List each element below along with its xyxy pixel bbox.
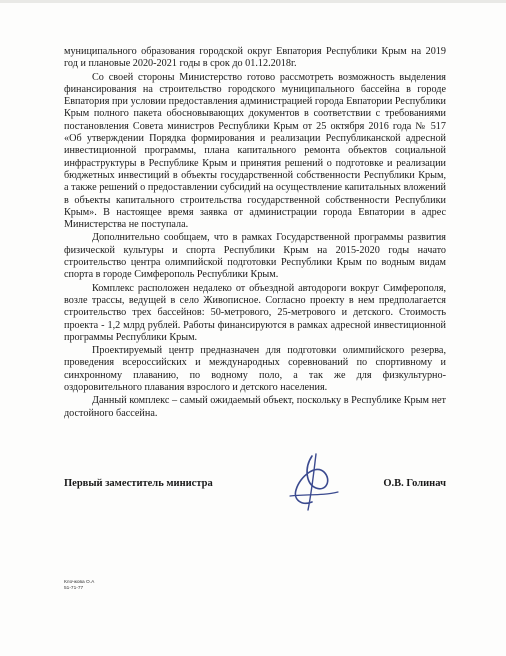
paragraph-program: Дополнительно сообщаем, что в рамках Государственной программы развития физической культуры и спорта Республики Крым на 2015-2020 годы начато строительство центра олимпийской подготовки Республики Крым по водным видам спорта в городе Симферополь Республики Крым. <box>64 232 446 281</box>
executor-note <box>64 580 94 592</box>
signature-block <box>64 478 446 489</box>
executor-name: Клочкова О.А <box>64 580 95 585</box>
paragraph-center-purpose: Проектируемый центр предназначен для подготовки олимпийского резерва, проведения всероссийских и международных соревнований по спортивному и синхронному плаванию, по водному поло, а так же для физкультурно-оздоровительного плавания взрослого и детского населения. <box>64 345 446 394</box>
signatory-name: О.В. Голинач <box>383 478 446 489</box>
paragraph-continuation: муниципального образования городской округ Евпатория Республики Крым на 2019 год и плановые 2020-2021 годы в срок до 01.12.2018г. <box>64 46 446 70</box>
paragraph-financing: Со своей стороны Министерство готово рассмотреть возможность выделения финансирования на строительство городского муниципального бассейна в городе Евпатория при условии предоставления администрацией города Евпатории Республики Крым полного пакета обосновывающих документов в соответствии с требованиями постановления Совета министров Республики Крым от 25 октября 2016 года № 517 «Об утверждении Порядка формирования и реализации Республиканской адресной инвестиционной программы, плана капитального ремонта объектов социальной инфраструктуры в Республике Крым и принятия решений о подготовке и реализации бюджетных инвестиций в объекты государственной собственности Республики Крым, а также решений о предоставлении субсидий на осуществление капитальных вложений в объекты капитального строительства государственной собственности Республики Крым». В настоящее время заявка от администрации города Евпатории в адрес Министерства не поступала. <box>64 71 446 231</box>
executor-phone: 51-71-77 <box>64 586 84 591</box>
scan-edge <box>0 0 506 3</box>
paragraph-conclusion: Данный комплекс – самый ожидаемый объект, поскольку в Республике Крым нет достойного бассейна. <box>64 395 446 419</box>
paragraph-complex: Комплекс расположен недалеко от объездной автодороги вокруг Симферополя, возле трассы, ведущей в село Живописное. Согласно проекту в нем предполагается строительство трех бассейнов: 50-метрового, 25-метрового и детского. Стоимость проекта - 1,2 млрд рублей. Работы финансируются в рамках адресной инвестиционной программы Республики Крым. <box>64 282 446 343</box>
letter-body <box>64 46 446 421</box>
signatory-position: Первый заместитель министра <box>64 478 213 489</box>
